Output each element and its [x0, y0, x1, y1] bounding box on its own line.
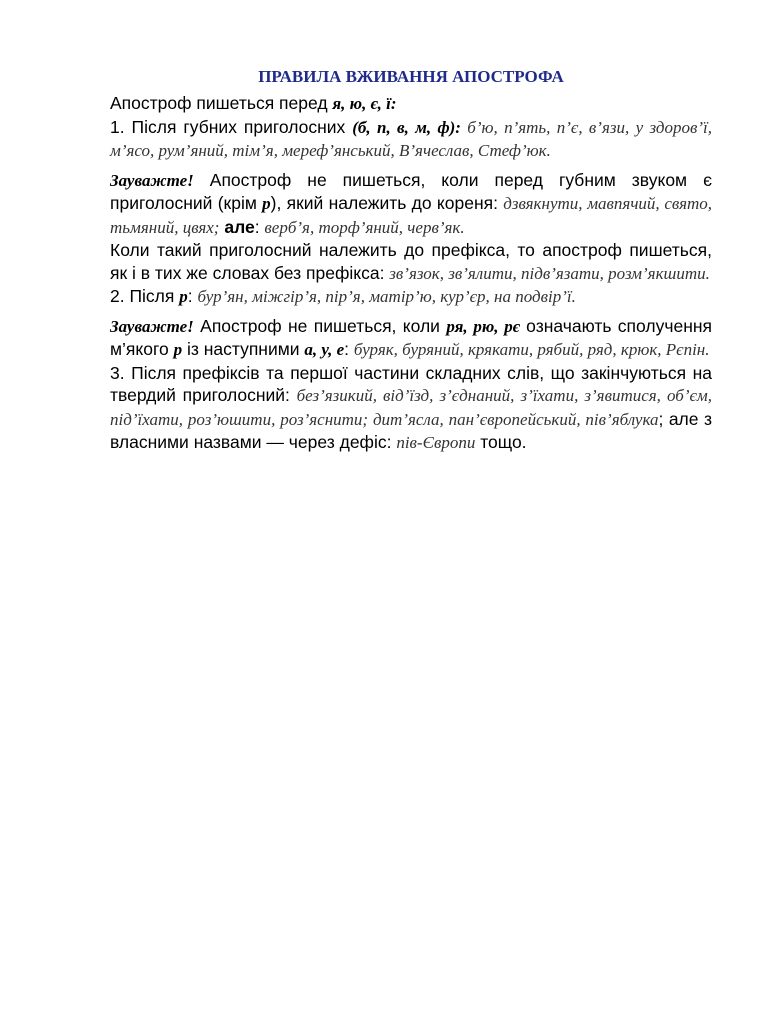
note-1-label: Зауважте! — [110, 170, 194, 190]
note-1-letter: р — [262, 194, 271, 213]
rule-1-prefix-text: Коли такий приголосний належить до префікса, то апостроф пишеться, як і в тих же словах без префікса: — [110, 240, 712, 283]
note-2-text-1: Апостроф не пишеться, коли — [193, 315, 447, 336]
note-1-but: але — [219, 216, 255, 237]
note-2-text-3: із наступними — [182, 339, 305, 359]
note-1-text-2: ), який належить до кореня: — [270, 193, 504, 213]
rule-1-prefix-paragraph — [110, 239, 712, 285]
rule-1-paragraph — [110, 116, 712, 163]
rule-3-semicolon: ; — [658, 408, 669, 429]
rule-2-paragraph — [110, 285, 712, 309]
note-1-colon: : — [254, 216, 265, 237]
note-2-letters: ря, рю, рє — [446, 316, 520, 336]
note-2-examples: буряк, буряний, крякати, рябий, ряд, крюк, Рєпін. — [353, 340, 710, 359]
rule-1-lead: 1. Після губних приголосних — [110, 116, 353, 137]
note-1-paragraph — [110, 169, 712, 240]
note-1-text-1: Апостроф не пишеться, коли перед губним звуком є приголосний (крім — [110, 169, 712, 213]
intro-letters: я, ю, є, ї: — [332, 94, 397, 113]
intro-paragraph — [110, 92, 712, 116]
rule-3-lead: 3. Після префіксів та першої частини складних слів, що закінчуються на твердий приголосний: — [110, 362, 712, 405]
note-1-examples-2: верб’я, торф’яний, черв’як. — [264, 217, 465, 237]
rule-3-examples: без’язикий, від’їзд, з’єднаний, з’їхати, з’явитися, об’єм, під’їхати, роз’юшити, роз’яснити; дит’ясла, пан’європейський, пів’яблука — [110, 386, 712, 429]
rule-3-paragraph — [110, 362, 712, 455]
note-2-label: Зауважте! — [110, 316, 194, 336]
page-title: ПРАВИЛА ВЖИВАННЯ АПОСТРОФА — [258, 67, 564, 86]
note-2-colon: : — [344, 339, 354, 359]
rule-1-letters: (б, п, в, м, ф): — [352, 117, 461, 137]
note-2-letter: р — [173, 340, 183, 359]
rule-1-prefix-examples: зв’язок, зв’ялити, підв’язати, розм’якшити. — [389, 263, 710, 283]
rule-2-lead: 2. Після — [110, 286, 180, 306]
rule-3-hyphen-example: пів-Європи — [396, 433, 476, 452]
rule-3-end: тощо. — [475, 432, 527, 452]
intro-text: Апостроф пишеться перед — [110, 93, 333, 113]
rule-1-examples: б’ю, п’ять, п’є, в’язи, у здоров’ї, м’ясо, рум’яний, тім’я, мереф’янський, В’ячеслав, Стеф’юк. — [110, 117, 712, 160]
rule-3-but-text: але з власними назвами — через дефіс: — [110, 408, 712, 452]
note-1-examples-1: дзвякнути, мавпячий, свято, тьмяний, цвях; — [110, 194, 712, 237]
rule-2-letter: р — [179, 287, 188, 306]
note-2-vowels: а, у, е — [304, 340, 345, 359]
rule-2-examples: бур’ян, міжгір’я, пір’я, матір’ю, кур’єр, на подвір’ї. — [197, 287, 576, 306]
rule-2-colon: : — [187, 286, 198, 306]
note-2-paragraph — [110, 315, 712, 362]
note-2-text-2: означають сполучення м’якого — [110, 315, 713, 359]
